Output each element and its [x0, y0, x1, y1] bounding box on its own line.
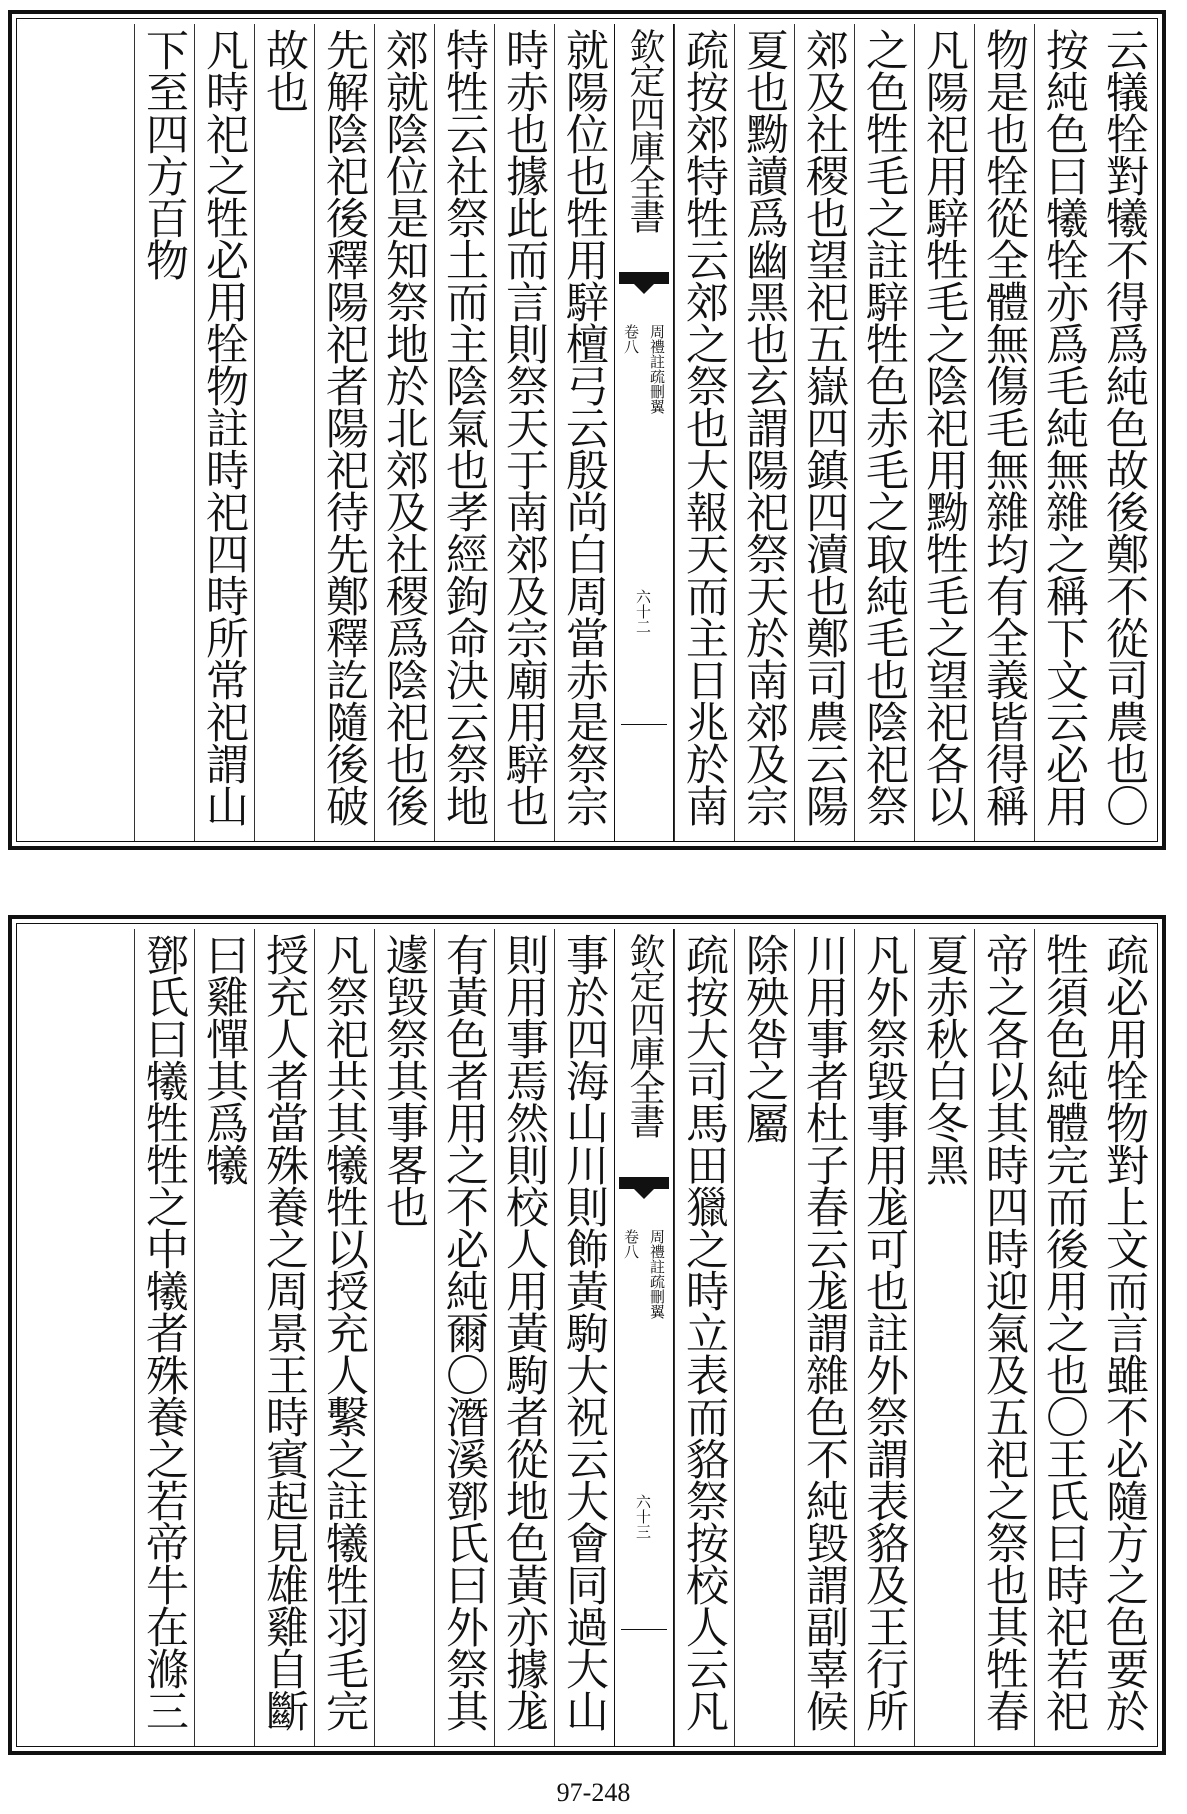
text-column	[734, 929, 794, 1747]
text-column	[374, 929, 434, 1747]
center-volume: 卷八	[622, 1229, 640, 1259]
text-column	[374, 24, 434, 842]
text-column	[194, 929, 254, 1747]
column-text: 下至四方百物	[139, 28, 189, 280]
text-column	[254, 929, 314, 1747]
column-text: 則用事焉然則校人用黃駒者從地色黃亦據尨	[499, 933, 549, 1731]
text-column	[434, 929, 494, 1747]
column-text: 物是也牷從全體無傷毛無雜均有全義皆得稱	[979, 28, 1029, 826]
top-page-panel	[8, 10, 1166, 850]
center-page-number: 六十三	[634, 1494, 652, 1539]
fishtail-ornament	[619, 1177, 669, 1199]
text-column	[554, 24, 614, 842]
column-text: 先解陰祀後釋陽祀者陽祀待先鄭釋訖隨後破	[319, 28, 369, 826]
column-text: 帝之各以其時四時迎氣及五祀之祭也其牲春	[979, 933, 1029, 1731]
column-text: 就陽位也牲用騂檀弓云殷尚白周當赤是祭宗	[559, 28, 609, 826]
column-text: 疏必用牷物對上文而言雖不必隨方之色要於	[1099, 933, 1149, 1731]
text-column	[554, 929, 614, 1747]
text-column	[134, 929, 194, 1747]
text-column	[494, 24, 554, 842]
text-column	[494, 929, 554, 1747]
column-text: 凡陽祀用騂牲毛之陰祀用黝牲毛之望祀各以	[919, 28, 969, 826]
column-text: 特牲云社祭土而主陰氣也孝經鉤命決云祭地	[439, 28, 489, 826]
column-text: 事於四海山川則飾黃駒大祝云大會同過大山	[559, 933, 609, 1731]
text-column	[194, 24, 254, 842]
column-text: 疏按大司馬田獵之時立表而貉祭按校人云凡	[679, 933, 729, 1731]
text-column	[854, 24, 914, 842]
text-column	[254, 24, 314, 842]
column-text: 凡祭祀共其犧牲以授充人繫之註犧牲羽毛完	[319, 933, 369, 1731]
center-page-number: 六十二	[634, 589, 652, 634]
column-text: 郊就陰位是知祭地於北郊及社稷爲陰祀也後	[379, 28, 429, 826]
text-column	[974, 929, 1034, 1747]
text-column	[434, 24, 494, 842]
column-text: 遽毀祭其事畧也	[379, 933, 429, 1227]
center-fold-column	[614, 929, 674, 1747]
column-text: 牲須色純體完而後用之也〇王氏曰時祀若祀	[1039, 933, 1089, 1731]
column-text: 川用事者杜子春云尨謂雜色不純毀謂副辜候	[799, 933, 849, 1731]
text-column	[914, 929, 974, 1747]
text-column	[914, 24, 974, 842]
column-text: 故也	[259, 28, 309, 112]
column-text: 除殃咎之屬	[739, 933, 789, 1143]
fishtail-ornament	[619, 272, 669, 294]
text-column	[674, 929, 734, 1747]
column-text: 授充人者當殊養之周景王時賓起見雄雞自斷	[259, 933, 309, 1731]
center-book-title: 欽定四庫全書	[624, 28, 665, 232]
column-text: 夏也黝讀爲幽黑也玄謂陽祀祭天於南郊及宗	[739, 28, 789, 826]
text-column	[1094, 929, 1154, 1747]
text-column	[674, 24, 734, 842]
center-book-name: 周禮註疏刪翼	[648, 324, 666, 414]
column-text: 凡時祀之牲必用牷物註時祀四時所常祀謂山	[199, 28, 249, 826]
column-text: 有黃色者用之不必純爾〇潛溪鄧氏曰外祭其	[439, 933, 489, 1731]
text-column	[1034, 929, 1094, 1747]
center-divider	[621, 1629, 667, 1630]
column-text: 郊及社稷也望祀五嶽四鎮四瀆也鄭司農云陽	[799, 28, 849, 826]
text-column	[314, 24, 374, 842]
column-text: 曰雞憚其爲犧	[199, 933, 249, 1185]
text-column	[1094, 24, 1154, 842]
center-volume: 卷八	[622, 324, 640, 354]
column-text: 凡外祭毀事用尨可也註外祭謂表貉及王行所	[859, 933, 909, 1731]
center-book-name: 周禮註疏刪翼	[648, 1229, 666, 1319]
column-text: 夏赤秋白冬黑	[919, 933, 969, 1185]
bottom-page-panel	[8, 915, 1166, 1755]
text-column	[734, 24, 794, 842]
text-column	[794, 24, 854, 842]
text-column	[794, 929, 854, 1747]
column-text: 云犠牷對犧不得爲純色故後鄭不從司農也〇	[1099, 28, 1149, 826]
center-book-title: 欽定四庫全書	[624, 933, 665, 1137]
text-column	[974, 24, 1034, 842]
column-text: 鄧氏曰犧牲牲之中犧者殊養之若帝牛在滌三	[139, 933, 189, 1731]
column-text: 之色牲毛之註騂牲色赤毛之取純毛也陰祀祭	[859, 28, 909, 826]
column-text: 疏按郊特牲云郊之祭也大報天而主日兆於南	[679, 28, 729, 826]
text-column	[314, 929, 374, 1747]
page-folio-number: 97-248	[556, 1778, 631, 1807]
center-fold-column	[614, 24, 674, 842]
column-text: 按純色曰犧牷亦爲毛純無雜之稱下文云必用	[1039, 28, 1089, 826]
text-column	[134, 24, 194, 842]
center-divider	[621, 724, 667, 725]
column-text: 時赤也據此而言則祭天于南郊及宗廟用騂也	[499, 28, 549, 826]
text-column	[1034, 24, 1094, 842]
text-column	[854, 929, 914, 1747]
